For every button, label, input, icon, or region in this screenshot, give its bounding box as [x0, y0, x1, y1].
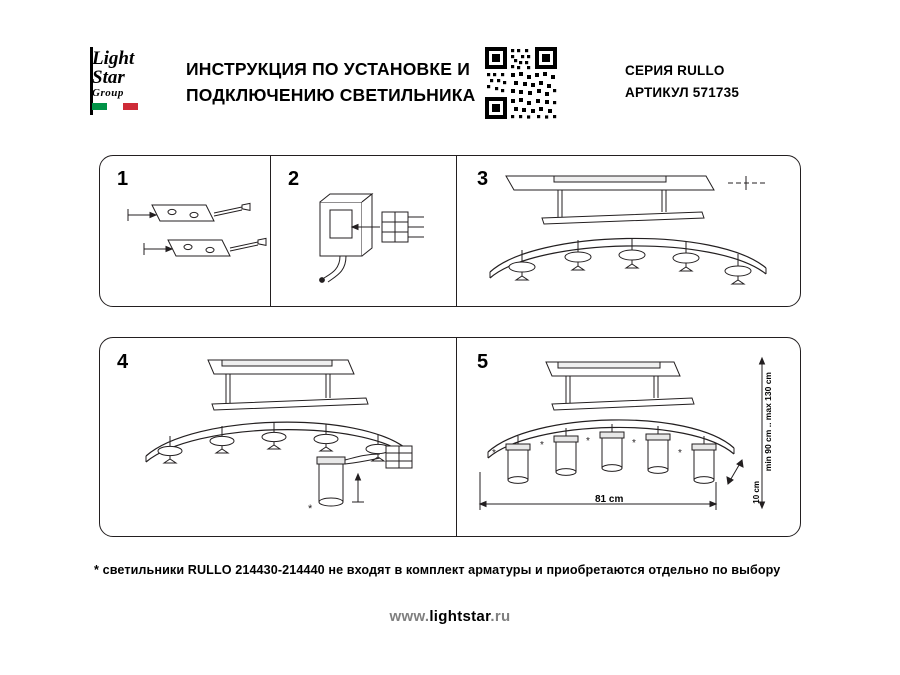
dimension-width-label: 81 cm	[595, 494, 624, 505]
figure-track-bar-assembly	[466, 168, 794, 303]
series-label: СЕРИЯ RULLO	[625, 63, 725, 78]
italy-flag-icon	[92, 103, 138, 110]
logo-line-3: Group	[92, 87, 124, 99]
figure-mounting-plate	[110, 185, 268, 295]
svg-text:*: *	[540, 440, 544, 451]
title-line-1: ИНСТРУКЦИЯ ПО УСТАНОВКЕ И	[186, 59, 470, 79]
website-www: www.	[389, 608, 430, 625]
figure-wiring-connection	[300, 190, 448, 295]
dimension-depth-label: 10 cm	[752, 481, 761, 504]
logo-line-2: Star	[92, 67, 125, 88]
step-number-3: 3	[477, 168, 489, 190]
panel-divider-2	[456, 156, 457, 306]
svg-text:*: *	[632, 438, 636, 449]
dimension-height-label: min 90 cm .. max 130 cm	[763, 372, 773, 472]
panel-divider-3	[456, 338, 457, 536]
title-line-2: ПОДКЛЮЧЕНИЮ СВЕТИЛЬНИКА	[186, 85, 476, 106]
step-number-5: 5	[477, 351, 489, 373]
website-footer[interactable]	[0, 608, 900, 625]
panel-divider-1	[270, 156, 271, 306]
figure-final-assembly	[466, 352, 784, 527]
svg-text:*: *	[586, 436, 590, 447]
step-number-1: 1	[117, 168, 129, 190]
product-info	[625, 60, 825, 105]
brand-logo	[90, 47, 158, 115]
article-label: АРТИКУЛ 571735	[625, 85, 740, 101]
figure-lamp-head-install	[112, 352, 442, 532]
svg-text:*: *	[678, 448, 682, 459]
qr-code-icon	[485, 47, 557, 119]
svg-text:*: *	[492, 448, 496, 459]
header	[90, 42, 820, 122]
step-number-4: 4	[117, 351, 129, 373]
logo-line-1: Light	[92, 48, 135, 69]
website-name: lightstar	[429, 608, 491, 625]
page-title	[186, 56, 486, 109]
footnote-text: * светильники RULLO 214430-214440 не входят в комплект арматуры и приобретаются отдельно по выбору	[94, 563, 781, 577]
svg-text:*: *	[308, 503, 313, 515]
step-number-2: 2	[288, 168, 300, 190]
website-tld: .ru	[490, 608, 511, 625]
